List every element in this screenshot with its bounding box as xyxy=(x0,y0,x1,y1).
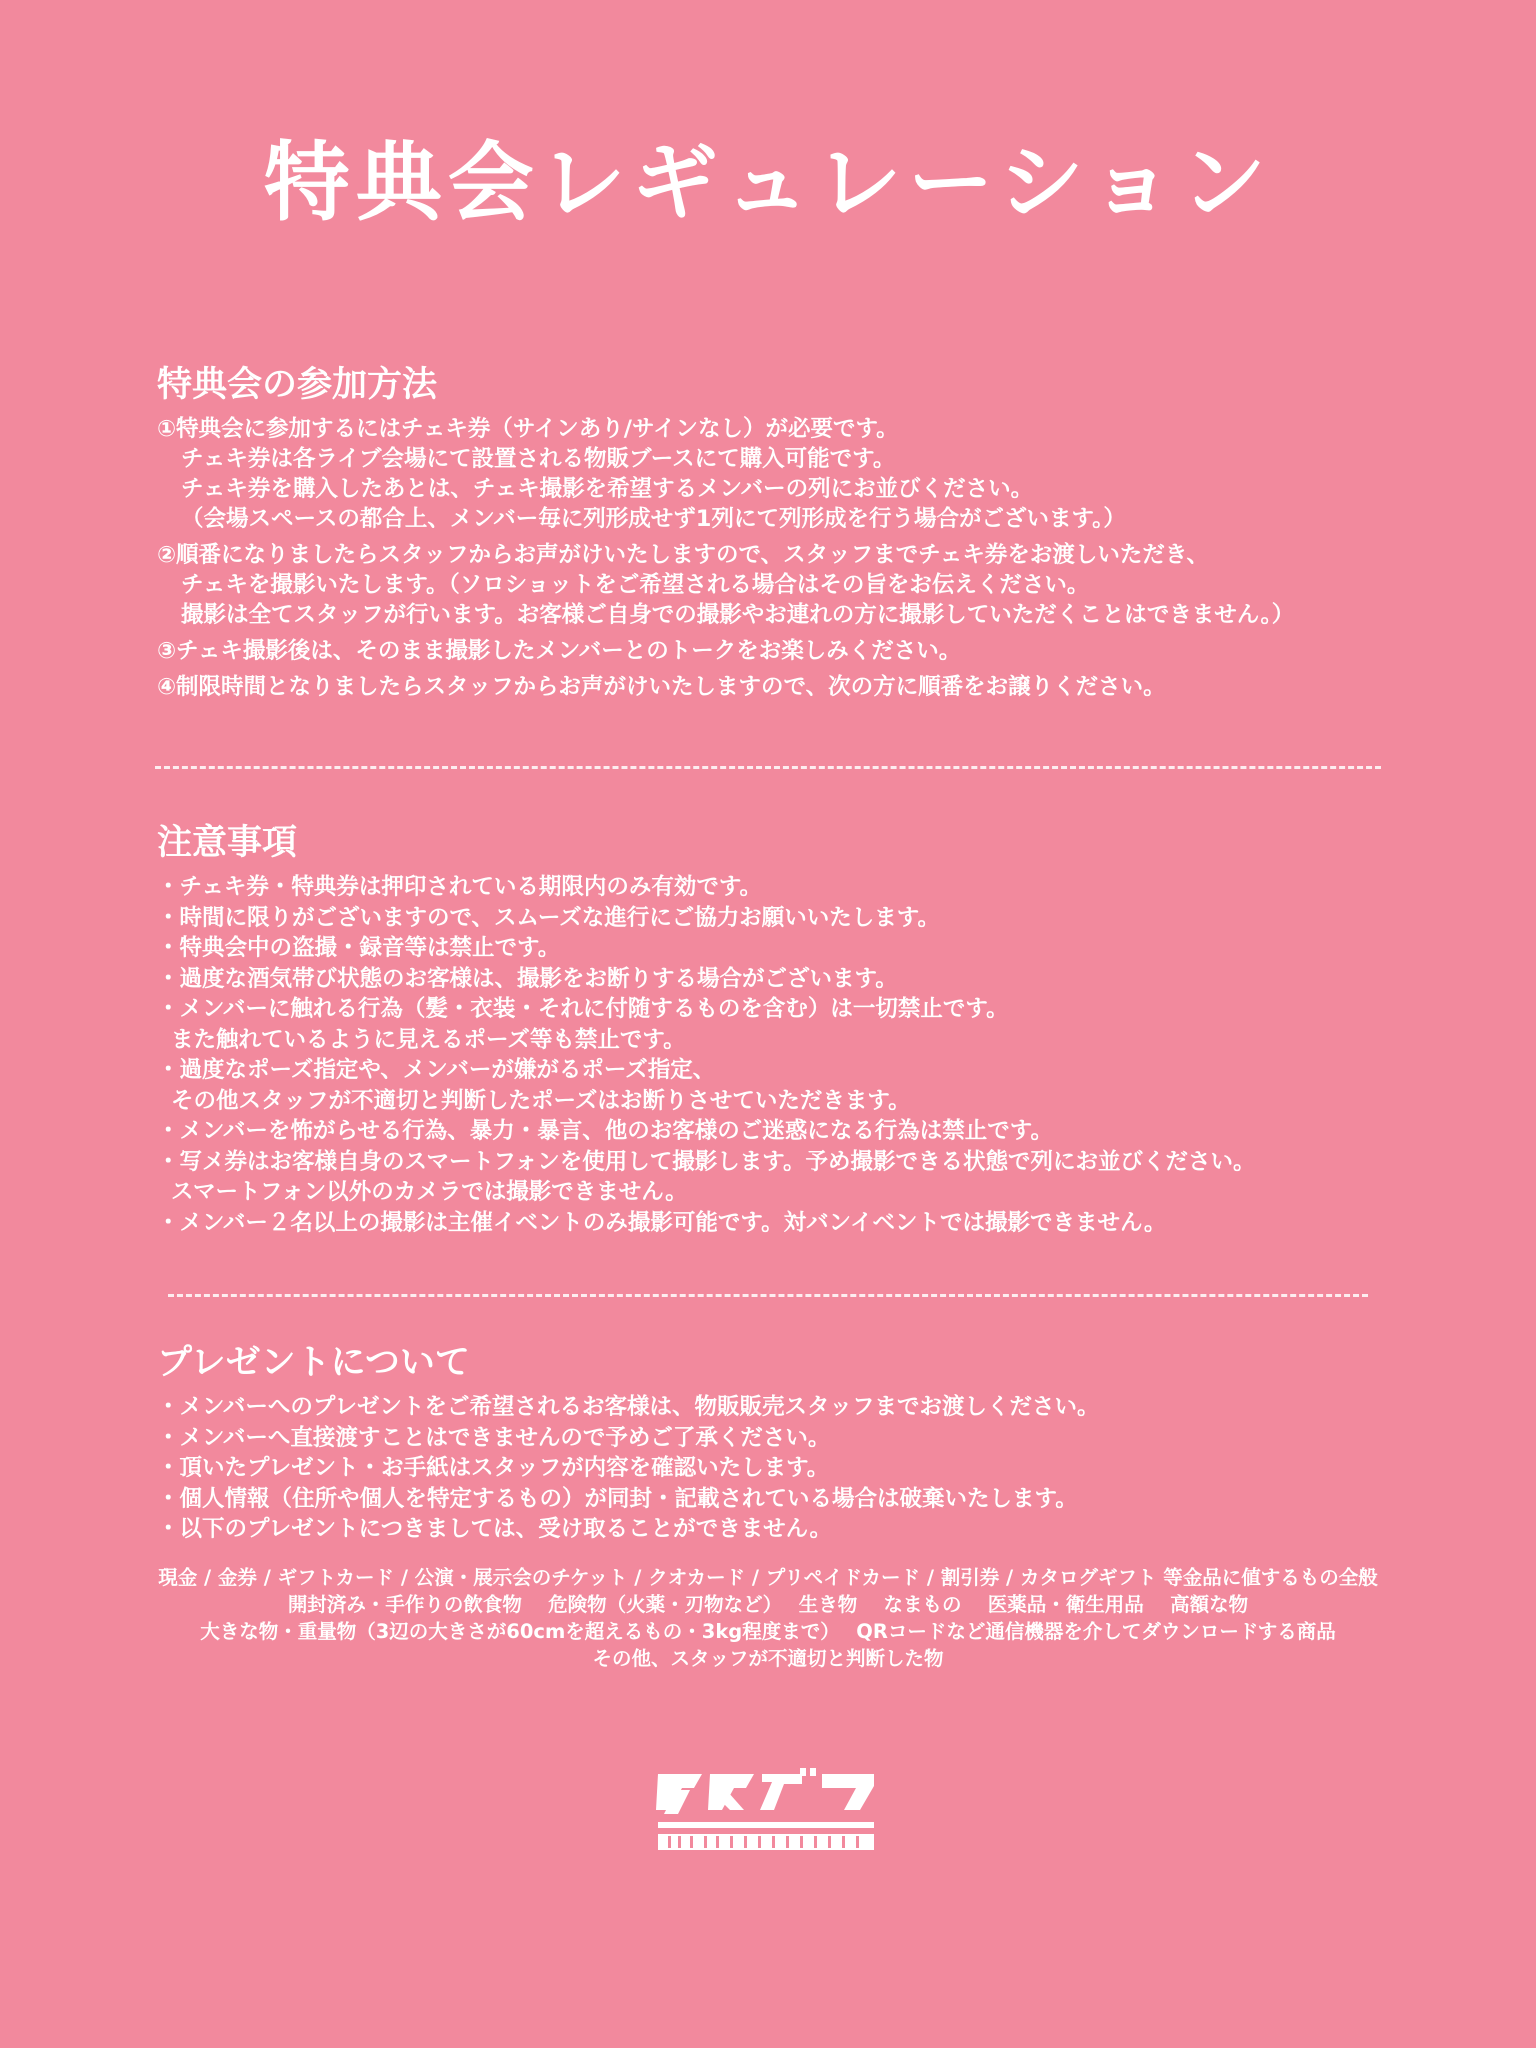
note-line: ・時間に限りがございますので、スムーズな進行にご協力お願いいたします。 xyxy=(157,904,941,931)
step-line: ④制限時間となりましたらスタッフからお声がけいたしますので、次の方に順番をお譲りください。 xyxy=(157,674,1166,700)
present-heading: プレゼントについて xyxy=(157,1343,470,1383)
note-line: ・特典会中の盗撮・録音等は禁止です。 xyxy=(157,935,561,961)
step-line: チェキ券は各ライブ会場にて設置される物販ブースにて購入可能です。 xyxy=(181,446,896,472)
note-line: ・チェキ券・特典券は押印されている期限内のみ有効です。 xyxy=(157,874,763,900)
participation-section xyxy=(157,362,1397,708)
prohibited-items-line: 大きな物・重量物（3辺の大きさが60cmを超えるもの・3kg程度まで） QRコードなど通信機器を介してダウンロードする商品 xyxy=(200,1620,1336,1643)
present-line: ・メンバーへ直接渡すことはできませんので予めご了承ください。 xyxy=(157,1424,831,1451)
step-line: ③チェキ撮影後は、そのまま撮影したメンバーとのトークをお楽しみください。 xyxy=(157,638,962,664)
note-line: その他スタッフが不適切と判断したポーズはお断りさせていただきます。 xyxy=(171,1087,911,1114)
section-divider xyxy=(168,1294,1368,1297)
note-line: ・メンバーに触れる行為（髪・衣装・それに付随するものを含む）は一切禁止です。 xyxy=(157,996,1009,1022)
note-line: ・メンバー２名以上の撮影は主催イベントのみ撮影可能です。対バンイベントでは撮影できません。 xyxy=(157,1209,1167,1236)
present-line: ・メンバーへのプレゼントをご希望されるお客様は、物販販売スタッフまでお渡しください。 xyxy=(157,1394,1100,1420)
notes-section xyxy=(157,820,1397,1238)
step-line: ①特典会に参加するにはチェキ券（サインあり/サインなし）が必要です。 xyxy=(157,416,899,442)
step-1 xyxy=(157,414,1397,534)
brand-logo-icon xyxy=(654,1764,882,1860)
note-line: ・写メ券はお客様自身のスマートフォンを使用して撮影します。予め撮影できる状態で列にお並びください。 xyxy=(157,1148,1256,1175)
note-line: ・メンバーを怖がらせる行為、暴力・暴言、他のお客様のご迷惑になる行為は禁止です。 xyxy=(157,1118,1053,1144)
notes-heading: 注意事項 xyxy=(157,823,298,863)
prohibited-items-line: 現金 / 金券 / ギフトカード / 公演・展示会のチケット / クオカード / プリペイドカード / 割引券 / カタログギフト 等金品に値するもの全般 xyxy=(158,1566,1378,1589)
page-title: 特典会レギュレーション xyxy=(263,133,1273,233)
participation-heading: 特典会の参加方法 xyxy=(157,365,438,405)
present-line: ・頂いたプレゼント・お手紙はスタッフが内容を確認いたします。 xyxy=(157,1455,830,1481)
step-line: （会場スペースの都合上、メンバー毎に列形成せず1列にて列形成を行う場合がございます。） xyxy=(181,506,1126,532)
prohibited-items-line: その他、スタッフが不適切と判断した物 xyxy=(592,1647,944,1670)
note-line: スマートフォン以外のカメラでは撮影できません。 xyxy=(171,1179,688,1205)
note-line: ・過度な酒気帯び状態のお客様は、撮影をお断りする場合がございます。 xyxy=(157,965,898,992)
step-3 xyxy=(157,636,1397,666)
prohibited-items-line: 開封済み・手作りの飲食物 危険物（火薬・刃物など） 生き物 なまもの 医薬品・衛生用品 高額な物 xyxy=(287,1593,1249,1616)
step-2 xyxy=(157,540,1397,630)
step-line: 撮影は全てスタッフが行います。お客様ご自身での撮影やお連れの方に撮影していただくことはできません。） xyxy=(181,602,1295,628)
present-line: ・以下のプレゼントにつきましては、受け取ることができません。 xyxy=(157,1516,833,1542)
step-4 xyxy=(157,672,1397,702)
step-line: チェキ券を購入したあとは、チェキ撮影を希望するメンバーの列にお並びください。 xyxy=(181,476,1034,502)
present-section xyxy=(157,1340,1397,1545)
prohibited-items-list xyxy=(100,1564,1436,1672)
note-line: ・過度なポーズ指定や、メンバーが嫌がるポーズ指定、 xyxy=(157,1057,716,1083)
present-line: ・個人情報（住所や個人を特定するもの）が同封・記載されている場合は破棄いたします。 xyxy=(157,1485,1078,1512)
step-line: チェキを撮影いたします。（ソロショットをご希望される場合はその旨をお伝えください。 xyxy=(181,572,1090,598)
step-line: ②順番になりましたらスタッフからお声がけいたしますので、スタッフまでチェキ券をお渡しいただき、 xyxy=(157,542,1210,568)
section-divider xyxy=(155,766,1381,769)
note-line: また触れているように見えるポーズ等も禁止です。 xyxy=(171,1026,686,1053)
